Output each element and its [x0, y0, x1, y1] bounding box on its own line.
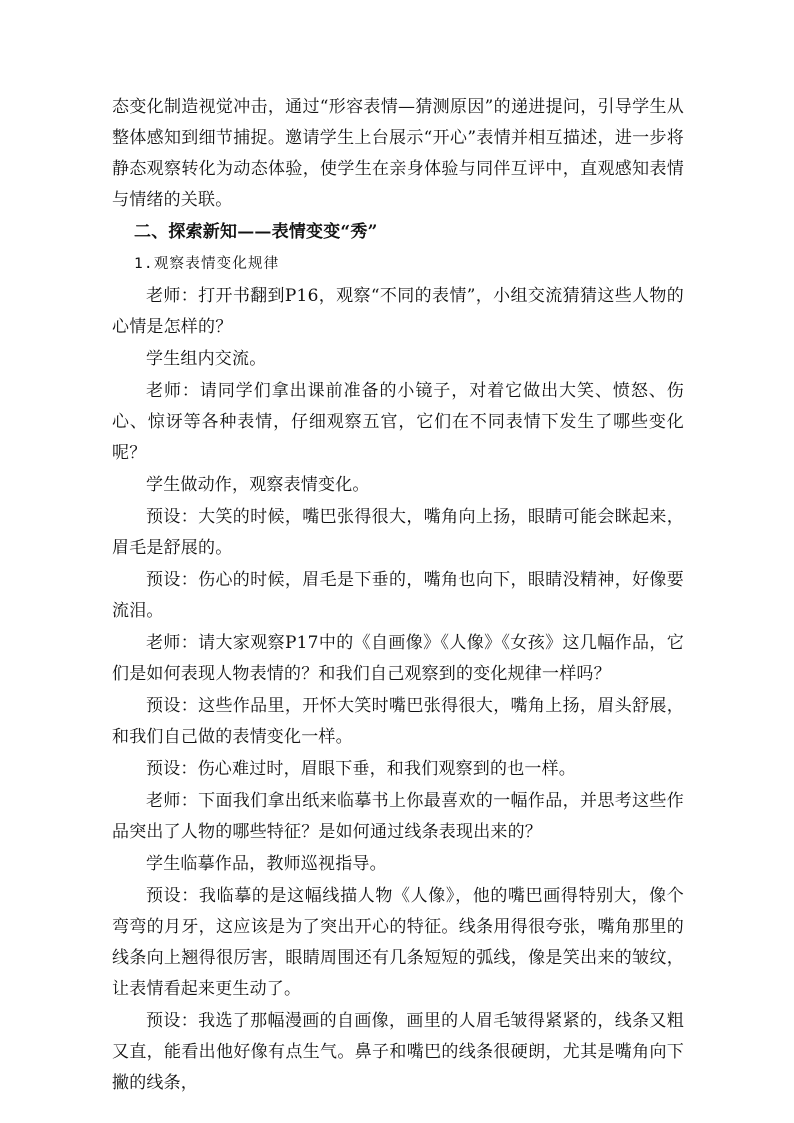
paragraph: 学生临摹作品，教师巡视指导。: [146, 854, 387, 874]
paragraph: 老师：打开书翻到P16，观察“不同的表情”，小组交流猜猜这些人物的心情是怎样的？: [112, 286, 684, 337]
section-heading: 二、探索新知——表情变变“秀”: [134, 222, 378, 242]
paragraph: 学生组内交流。: [146, 349, 267, 369]
paragraph: 预设：我选了那幅漫画的自画像，画里的人眉毛皱得紧紧的，线条又粗又直，能看出他好像有点生气。鼻子和嘴巴的线条很硬朗，尤其是嘴角向下撇的线条，: [112, 1011, 684, 1093]
subsection-heading: 1.观察表情变化规律: [134, 256, 280, 272]
paragraph-intro: 态变化制造视觉冲击，通过“形容表情—猜测原因”的递进提问，引导学生从整体感知到细节捕捉。邀请学生上台展示“开心”表情并相互描述，进一步将静态观察转化为动态体验，使学生在亲身体验与同伴互评中，直观感知表情与情绪的关联。: [112, 97, 684, 210]
paragraph: 学生做动作，观察表情变化。: [146, 475, 370, 495]
paragraph: 老师：请同学们拿出课前准备的小镜子，对着它做出大笑、愤怒、伤心、惊讶等各种表情，仔细观察五官，它们在不同表情下发生了哪些变化呢？: [112, 381, 684, 463]
paragraph: 老师：请大家观察P17中的《自画像》《人像》《女孩》这几幅作品，它们是如何表现人物表情的？和我们自己观察到的变化规律一样吗？: [112, 633, 684, 684]
paragraph: 预设：大笑的时候，嘴巴张得很大，嘴角向上扬，眼睛可能会眯起来，眉毛是舒展的。: [112, 507, 684, 558]
paragraph: 预设：我临摹的是这幅线描人物《人像》，他的嘴巴画得特别大，像个弯弯的月牙，这应该是为了突出开心的特征。线条用得很夸张，嘴角那里的线条向上翘得很厉害，眼睛周围还有几条短短的弧线，像是笑出来的皱纹，让表情看起来更生动了。: [112, 886, 684, 999]
document-body: [112, 92, 684, 1100]
paragraph: 老师：下面我们拿出纸来临摹书上你最喜欢的一幅作品，并思考这些作品突出了人物的哪些特征？是如何通过线条表现出来的？: [112, 791, 684, 842]
paragraph: 预设：这些作品里，开怀大笑时嘴巴张得很大，嘴角上扬，眉头舒展，和我们自己做的表情变化一样。: [112, 696, 684, 747]
paragraph: 预设：伤心难过时，眉眼下垂，和我们观察到的也一样。: [146, 759, 576, 779]
paragraph: 预设：伤心的时候，眉毛是下垂的，嘴角也向下，眼睛没精神，好像要流泪。: [112, 570, 684, 621]
